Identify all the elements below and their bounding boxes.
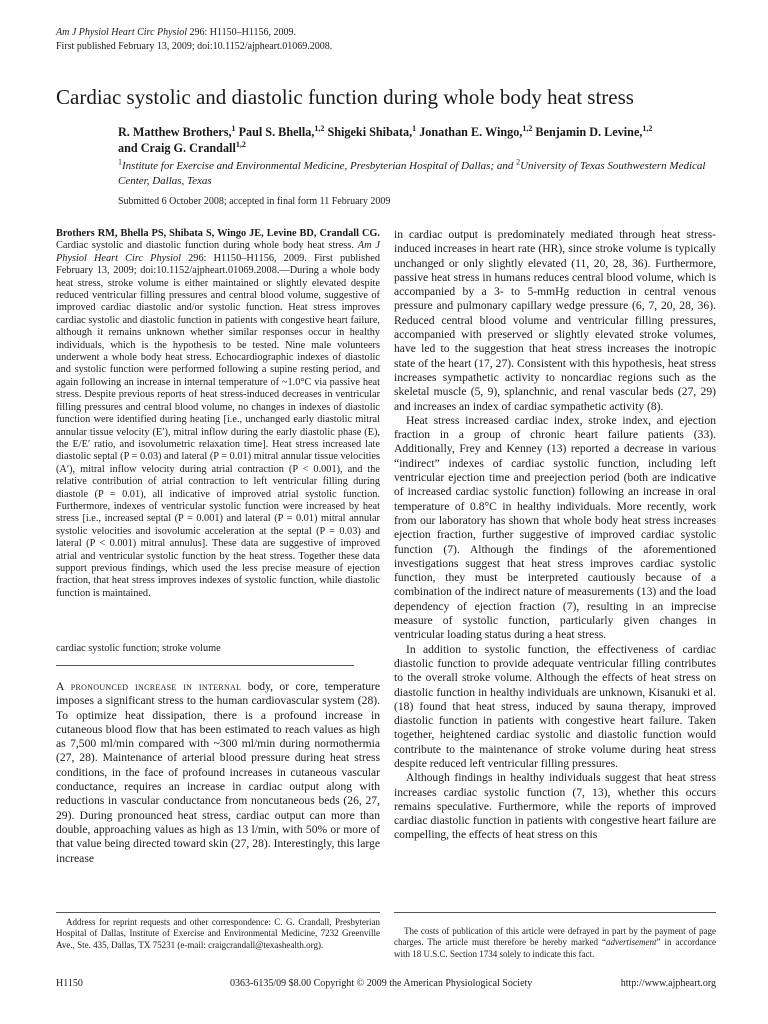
body-paragraph: Heat stress increased cardiac index, stroke index, and ejection fraction in a group of chronic heart failure patients (33). Additionally, Frey and Kenney (13) reported a decrease in various “indirect” indexes of cardiac systolic function, including left ventricular ejection time and preejection period (both are indicative of increased cardiac systolic function) following an increase in oral temperature of 0.8°C in healthy individuals. More recently, work from our laboratory has shown that whole body heat stress increases ejection fraction, further suggestive of improved cardiac systolic function (7). Although the findings of the aforementioned investigations suggest that heat stress improves cardiac systolic function, they must be interpreted cautiously because of a combination of the indirect nature of measurements (13) and the load dependency of ejection fraction (7), resulting in an imprecise measure of systolic function, particularly given changes in ventricular loading status during a heat stress. [394, 413, 716, 642]
footnote-rule [56, 912, 380, 913]
journal-volume: 296: H1150–H1156, 2009. [189, 27, 296, 38]
body-paragraph: Although findings in healthy individuals suggest that heat stress increases cardiac systolic function (7, 13), whether this occurs remains speculative. Furthermore, while the reports of improved cardiac diastolic function in patients with congestive heart failure are compelling, the effects of heat stress on this [394, 771, 716, 842]
citation-journal: Am J Physiol Heart Circ Physiol [56, 240, 380, 264]
section-divider [56, 665, 354, 666]
affiliations [118, 159, 718, 189]
author-affil-sup: 1,2 [642, 123, 653, 133]
author: and Craig G. Crandall [118, 141, 236, 155]
author-affil-sup: 1,2 [235, 139, 246, 149]
affil-text: Institute for Exercise and Environmental Medicine, Presbyterian Hospital of Dallas; and [122, 160, 517, 172]
journal-url[interactable]: http://www.ajpheart.org [620, 978, 716, 989]
intro-text: body, or core, temperature imposes a significant stress to the human cardiovascular system (28). To optimize heat dissipation, there is a profound increase in cutaneous blood flow that has been estimated to reach values as high as 7,500 ml/min compared with ~300 ml/min during normothermia (27, 28). Maintenance of arterial blood pressure during heat stress conditions, in the face of profound increases in cutaneous vascular conductance, requires an increase in cardiac output along with reductions in vascular conductance from noncutaneous beds (26, 27, 29). During pronounced heat stress, cardiac output can more than double, approaching values as high as 13 l/min, with 50% or more of that value being directed toward skin (27, 28). Interestingly, this large increase [56, 680, 380, 865]
author: Jonathan E. Wingo, [419, 125, 523, 139]
footnote-rule [394, 912, 716, 913]
footnote-text: The costs of publication of this article were defrayed in part by the payment of page charges. The article must therefore be hereby marked “ [394, 926, 716, 948]
abstract [56, 228, 380, 600]
keywords: cardiac systolic function; stroke volume [56, 643, 221, 654]
journal-name: Am J Physiol Heart Circ Physiol [56, 27, 187, 38]
footnote-emph: advertisement [606, 937, 657, 948]
journal-header [56, 26, 332, 54]
author: R. Matthew Brothers, [118, 125, 232, 139]
author: Benjamin D. Levine, [535, 125, 643, 139]
author-affil-sup: 1,2 [522, 123, 533, 133]
author-affil-sup: 1 [231, 123, 236, 133]
footnote-text: ” in accordance with 18 U.S.C. Section 1734 solely to indicate this fact. [394, 937, 716, 959]
author-list [118, 124, 718, 156]
affil-sup: 1 [118, 157, 122, 167]
article-title: Cardiac systolic and diastolic function during whole body heat stress [56, 85, 634, 109]
copyright: 0363-6135/09 $8.00 Copyright © 2009 the American Physiological Society [230, 978, 533, 989]
correspondence-footnote: Address for reprint requests and other correspondence: C. G. Crandall, Presbyterian Hospital of Dallas, Institute of Exercise and Environmental Medicine, 7232 Greenville Ave., Ste. 435, Dallas, TX 75231 (e-mail: craigcrandall@texashealth.org). [56, 917, 380, 950]
intro-lead: A pronounced increase in internal [56, 680, 242, 693]
abstract-body: During a whole body heat stress, stroke volume is either maintained or slightly elevated despite reduced ventricular filling pressures and central blood volume, suggestive of improved cardiac diastolic and/or systolic function. Heat stress improves cardiac systolic and diastolic function in patients with congestive heart failure, although it remains unknown whether similar responses occur in healthy individuals, which is the hypothesis to be tested. Nine male volunteers underwent a whole body heat stress. Echocardiographic indexes of diastolic and systolic function were performed following a supine resting period, and again following an increase in internal temperature of ~1.0°C via passive heat stress. Despite previous reports of heat stress-induced decreases in ventricular filling pressures and central blood volume, no changes in indexes of diastolic function were identified during heating [i.e., unchanged early diastolic mitral annular tissue velocity (E′), mitral inflow during the early diastolic phase (E), the E/E′ ratio, and isovolumetric relaxation time]. Heat stress increased late diastolic septal (P = 0.03) and lateral (P = 0.01) mitral annular tissue velocities (A′), mitral inflow velocity during atrial contraction (P < 0.001), and the relative contribution of atrial contraction to left ventricular filling during diastole (P = 0.01), all indicative of improved atrial systolic function. Furthermore, indexes of ventricular systolic function were increased by heat stress [i.e., increased septal (P = 0.001) and lateral (P = 0.01) mitral annular systolic velocities and isovolumic acceleration at the septal (P = 0.03) and lateral (P < 0.001) mitral annulus]. These data are suggestive of improved atrial and ventricular systolic function by the heat stress. Together these data support previous findings, which used the less precise measure of ejection fraction, that heat stress improves indexes of systolic function, while diastolic function is maintained. [56, 265, 380, 599]
body-paragraph: In addition to systolic function, the effectiveness of cardiac diastolic function to provide adequate ventricular filling contributes to the overall stroke volume. Although the effects of heat stress on diastolic function in healthy individuals are unknown, Kisanuki et al. (18) found that heat stress, induced by sauna therapy, improved diastolic function in patients with congestive heart failure. Taken together, heightened cardiac systolic and diastolic function would contribute to the maintenance of stroke volume during heat stress despite reduced left ventricular filling pressures. [394, 642, 716, 770]
author-affil-sup: 1,2 [314, 123, 325, 133]
citation-rest: 296: H1150–H1156, 2009. First published February 13, 2009; doi:10.1152/ajpheart.01069.2008.— [56, 252, 380, 277]
author-affil-sup: 1 [412, 123, 417, 133]
body-paragraph: in cardiac output is predominately mediated through heat stress-induced increases in heart rate (HR), since stroke volume is typically unchanged or only slightly elevated (11, 20, 28, 36). Furthermore, passive heat stress in humans reduces central blood volume, which is accompanied by a 3- to 5-mmHg reduction in central venous pressure and pulmonary capillary wedge pressure (6, 7, 20, 28, 36). Reduced central blood volume and ventricular filling pressures, accompanied with preserved or slightly elevated stroke volumes, have led to the suggestion that heat stress increases the inotropic state of the heart (17, 27). Consistent with this hypothesis, heat stress increases sympathetic activity to noncardiac regions such as the skeletal muscle (5, 9), splanchnic, and renal vascular beds (27, 29) and increases an index of cardiac sympathetic activity (8). [394, 228, 716, 413]
right-column [394, 228, 716, 843]
affil-text: University of Texas Southwestern Medical Center, Dallas, Texas [118, 160, 706, 187]
citation-title: Cardiac systolic and diastolic function during whole body heat stress. [56, 240, 358, 252]
intro-paragraph [56, 680, 380, 866]
page-number: H1150 [56, 978, 83, 989]
publication-cost-footnote [394, 926, 716, 960]
first-published: First published February 13, 2009; doi:10.1152/ajpheart.01069.2008. [56, 41, 333, 52]
author: Shigeki Shibata, [327, 125, 413, 139]
citation-authors: Brothers RM, Bhella PS, Shibata S, Wingo JE, Levine BD, Crandall CG. [56, 228, 380, 239]
submission-dates: Submitted 6 October 2008; accepted in final form 11 February 2009 [118, 196, 391, 207]
author: Paul S. Bhella, [238, 125, 315, 139]
affil-sup: 2 [516, 157, 521, 167]
